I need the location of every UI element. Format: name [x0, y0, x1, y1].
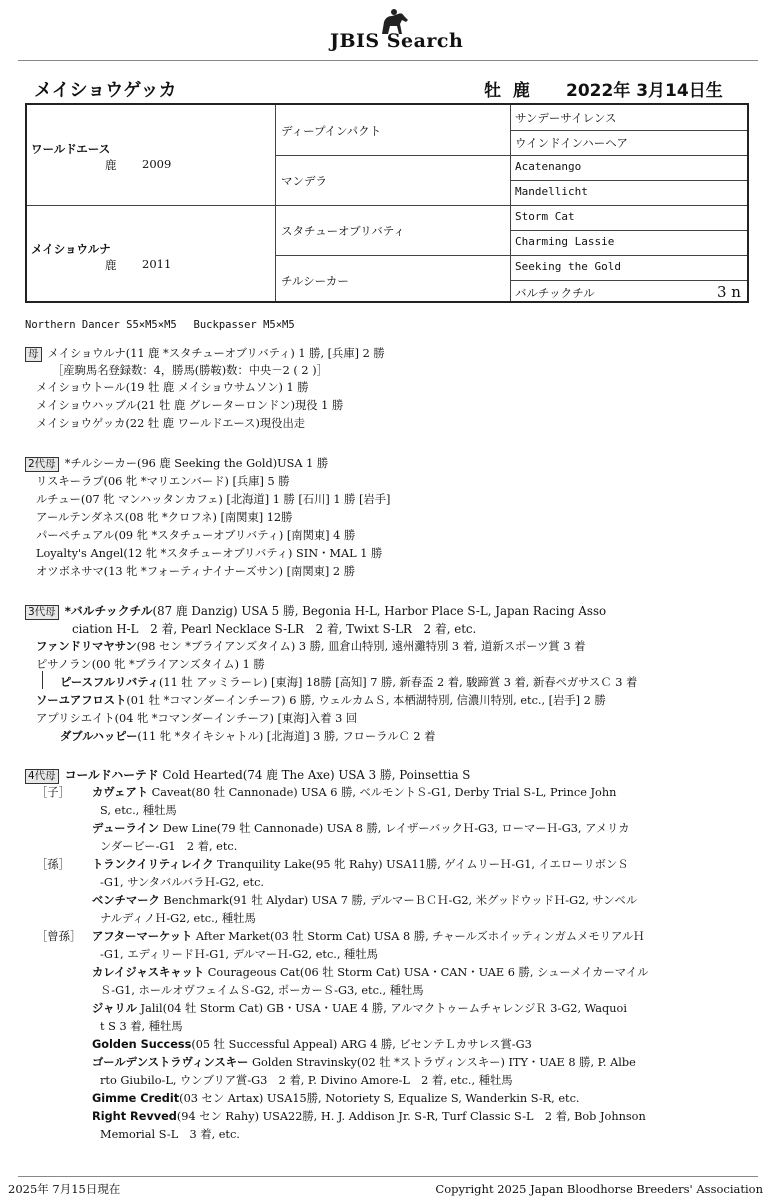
- gen2-produce-3: アールテンダネス(08 牝 *クロフネ) [南関東] 12勝: [36, 511, 293, 524]
- gen4-entry-name: Golden Success: [92, 1038, 192, 1051]
- sire-sire[interactable]: ディープインパクト: [281, 124, 382, 138]
- footer-copyright: Copyright 2025 Japan Bloodhorse Breeders' Association: [435, 1182, 763, 1196]
- gen4-entry-record-cont: ナルディノＨ-G2, etc., 種牡馬: [100, 912, 256, 925]
- gen4-entry-record: (05 牡 Successful Appeal) ARG 4 勝, ビセンテＬカサレス賞-G3: [191, 1038, 532, 1051]
- sire-year: 2009: [142, 157, 172, 171]
- gen4-entry-record-cont: rto Giubilo-L, ウンブリア賞-G3 2 着, P. Divino Amore-L 2 着, etc., 種牡馬: [100, 1074, 513, 1087]
- gen4-entry-record-cont: ンダービー-G1 2 着, etc.: [100, 840, 238, 853]
- gen4-entry-record: (94 セン Rahy) USA22勝, H. J. Addison Jr. S-R, Turf Classic S-L 2 着, Bob Johnson: [176, 1110, 646, 1123]
- family-number: 3 n: [717, 283, 741, 301]
- label-grandchild: ［孫］: [36, 858, 70, 871]
- dam-produce-3: メイショウゲッカ(22 牡 鹿 ワールドエース)現役出走: [36, 417, 306, 430]
- gen3-dam-record-cont: ciation H-L 2 着, Pearl Necklace S-LR 2 着, Twixt S-LR 2 着, etc.: [72, 622, 477, 636]
- footer-date: 2025年 7月15日現在: [8, 1182, 121, 1196]
- gen3-2[interactable]: ウインドインハーヘア: [515, 136, 628, 150]
- gen4-entry-record: Tranquility Lake(95 牝 Rahy) USA11勝, ゲイムリーＨ-G1, イエローリボンＳ: [213, 858, 629, 871]
- gen4-entry-record-cont: -G1, エディリードＨ-G1, デルマーＨ-G2, etc., 種牡馬: [100, 948, 378, 961]
- label-great-grandchild: ［曾孫］: [36, 930, 82, 943]
- gen3-4[interactable]: Mandellicht: [515, 185, 588, 198]
- gen4-entry-record-cont: Ｓ-G1, ホールオヴフェイムＳ-G2, ポーカーＳ-G3, etc., 種牡馬: [100, 984, 424, 997]
- dam-dam[interactable]: チルシーカー: [281, 274, 349, 288]
- logo-text: JBIS Search: [330, 30, 464, 52]
- horse-birthdate: 2022年 3月14日生: [566, 81, 723, 101]
- gen4-entry-name: カレイジャスキャット: [92, 966, 205, 979]
- dam-year: 2011: [142, 257, 172, 271]
- dam-color: 鹿: [105, 258, 117, 272]
- horse-name: メイショウゲッカ: [34, 80, 177, 101]
- descent-bar: [42, 671, 43, 689]
- horse-sex-color: 牡 鹿: [484, 81, 530, 101]
- gen2-produce-4: パーペチュアル(09 牝 *スタチューオブリバティ) [南関東] 4 勝: [36, 529, 356, 542]
- gen4-entry-record: Jalil(04 牡 Storm Cat) GB・USA・UAE 4 勝, アルマクトゥームチャレンジＲ 3-G2, Waquoi: [136, 1002, 627, 1015]
- gen4-entry-record: After Market(03 牡 Storm Cat) USA 8 勝, チャールズホイッティンガムメモリアルＨ: [192, 930, 645, 943]
- gen4-entry-record: Golden Stravinsky(02 牡 *ストラヴィンスキー) ITY・UAE 8 勝, P. Albe: [248, 1056, 636, 1069]
- gen3-8[interactable]: バルチックチル: [515, 286, 595, 300]
- section-tag-gen4: 4代母: [25, 769, 59, 784]
- gen4-entry-record: Dew Line(79 牡 Cannonade) USA 8 勝, レイザーバックＨ-G3, ローマーＨ-G3, アメリカ: [159, 822, 630, 835]
- gen4-entry-name: ベンチマーク: [92, 894, 160, 907]
- gen4-entry-record-cont: Memorial S-L 3 着, etc.: [100, 1128, 240, 1141]
- dam-produce-1: メイショウトール(19 牡 鹿 メイショウサムソン) 1 勝: [36, 381, 309, 394]
- gen3-1[interactable]: サンデーサイレンス: [515, 111, 617, 125]
- gen3-6[interactable]: Charming Lassie: [515, 235, 615, 248]
- gen4-dam-name: コールドハーテド: [64, 768, 159, 782]
- gen3-produce-1-record: (98 セン *ブライアンズタイム) 3 勝, 皿倉山特別, 遠州灘特別 3 着, 道新スポーツ賞 3 着: [136, 640, 586, 653]
- gen3-produce-2: ピサノラン(00 牝 *ブライアンズタイム) 1 勝: [36, 658, 265, 671]
- gen4-entry-name: ゴールデンストラヴィンスキー: [92, 1056, 249, 1069]
- gen4-entry-record-cont: -G1, サンタバルバラＨ-G2, etc.: [100, 876, 265, 889]
- section-tag-gen3: 3代母: [25, 605, 59, 620]
- gen4-entry-name: トランクイリティレイク: [92, 858, 214, 871]
- gen4-entry-record: Caveat(80 牡 Cannonade) USA 6 勝, ベルモントＳ-G1, Derby Trial S-L, Prince John: [148, 786, 617, 799]
- gen3-produce-3-name: ソーユアフロスト: [36, 694, 127, 707]
- gen3-dam-record: (87 鹿 Danzig) USA 5 勝, Begonia H-L, Harbor Place S-L, Japan Racing Asso: [152, 604, 607, 618]
- gen4-entry-record: Courageous Cat(06 牡 Storm Cat) USA・CAN・UAE 6 勝, シューメイカーマイル: [204, 966, 649, 979]
- sire-name[interactable]: ワールドエース: [31, 142, 111, 156]
- jbis-logo[interactable]: [330, 8, 464, 54]
- gen3-3[interactable]: Acatenango: [515, 160, 582, 173]
- dam-name[interactable]: メイショウルナ: [31, 242, 111, 256]
- gen3-grandchild-2-name: ダブルハッピー: [60, 730, 138, 743]
- gen3-grandchild-1-name: ピースフルリバティ: [60, 676, 159, 689]
- dam-sire[interactable]: スタチューオブリバティ: [281, 224, 405, 238]
- header-divider: [18, 60, 758, 61]
- sire-dam[interactable]: マンデラ: [281, 174, 327, 188]
- section-tag-gen2: 2代母: [25, 457, 59, 472]
- gen4-entry-name: カヴェアト: [92, 786, 149, 799]
- gen4-entry-record-cont: S, etc., 種牡馬: [100, 804, 177, 817]
- footer-divider: [18, 1176, 758, 1177]
- gen3-5[interactable]: Storm Cat: [515, 210, 575, 223]
- gen2-produce-1: リスキーラブ(06 牝 *マリエンバード) [兵庫] 5 勝: [36, 475, 290, 488]
- gen3-7[interactable]: Seeking the Gold: [515, 260, 621, 273]
- gen4-entry-record: Benchmark(91 牡 Alydar) USA 7 勝, デルマーＢＣＨ-G2, 米グッドウッドＨ-G2, サンベル: [159, 894, 638, 907]
- dam-line: メイショウルナ(11 鹿 *スタチューオブリバティ) 1 勝, [兵庫] 2 勝: [47, 347, 385, 360]
- gen3-produce-1-name: ファンドリマヤサン: [36, 640, 137, 653]
- gen2-produce-2: ルチュー(07 牝 マンハッタンカフェ) [北海道] 1 勝 [石川] 1 勝 [岩手]: [36, 493, 391, 506]
- gen2-produce-5: Loyalty's Angel(12 牝 *スタチューオブリバティ) SIN・MAL 1 勝: [36, 547, 383, 560]
- gen2-dam-line: *チルシーカー(96 鹿 Seeking the Gold)USA 1 勝: [64, 457, 329, 470]
- gen3-grandchild-2-record: (11 牝 *タイキシャトル) [北海道] 3 勝, フローラルＣ 2 着: [137, 730, 436, 743]
- gen4-dam-record: Cold Hearted(74 鹿 The Axe) USA 3 勝, Poinsettia S: [158, 768, 471, 782]
- gen3-produce-4: アプリシエイト(04 牝 *コマンダーインチーフ) [東海]入着 3 回: [36, 712, 358, 725]
- gen4-entry-name: アフターマーケット: [92, 930, 193, 943]
- dam-produce-2: メイショウハッブル(21 牡 鹿 グレーターロンドン)現役 1 勝: [36, 399, 344, 412]
- sire-color: 鹿: [105, 158, 117, 172]
- section-tag-dam: 母: [25, 347, 42, 362]
- gen4-entry-name: Right Revved: [92, 1110, 177, 1123]
- label-child: ［子］: [36, 786, 70, 799]
- inbreeding-cross: Northern Dancer S5×M5×M5 Buckpasser M5×M5: [25, 319, 295, 331]
- gen4-entry-name: Gimme Credit: [92, 1092, 180, 1105]
- gen4-entry-name: デューライン: [92, 822, 160, 835]
- gen3-grandchild-1-record: (11 牡 アッミラーレ) [東海] 18勝 [高知] 7 勝, 新春盃 2 着, 駿蹄賞 3 着, 新春ペガサスＣ 3 着: [158, 676, 638, 689]
- pedigree-table: [25, 103, 749, 303]
- dam-produce-summary: ［産駒馬名登録数：4，勝馬(勝鞍)数：中央－2 ( 2 )］: [52, 364, 328, 377]
- gen4-entry-record: (03 セン Artax) USA15勝, Notoriety S, Equalize S, Wanderkin S-R, etc.: [179, 1092, 580, 1105]
- gen3-produce-3-record: (01 牡 *コマンダーインチーフ) 6 勝, ウェルカムＳ, 本栖湖特別, 信濃川特別, etc., [岩手] 2 勝: [126, 694, 606, 707]
- gen4-entry-record-cont: t S 3 着, 種牡馬: [100, 1020, 183, 1033]
- gen4-entry-name: ジャリル: [92, 1002, 137, 1015]
- gen3-dam-name: *バルチックチル: [64, 604, 153, 618]
- gen2-produce-6: オツボネサマ(13 牝 *フォーティナイナーズサン) [南関東] 2 勝: [36, 565, 356, 578]
